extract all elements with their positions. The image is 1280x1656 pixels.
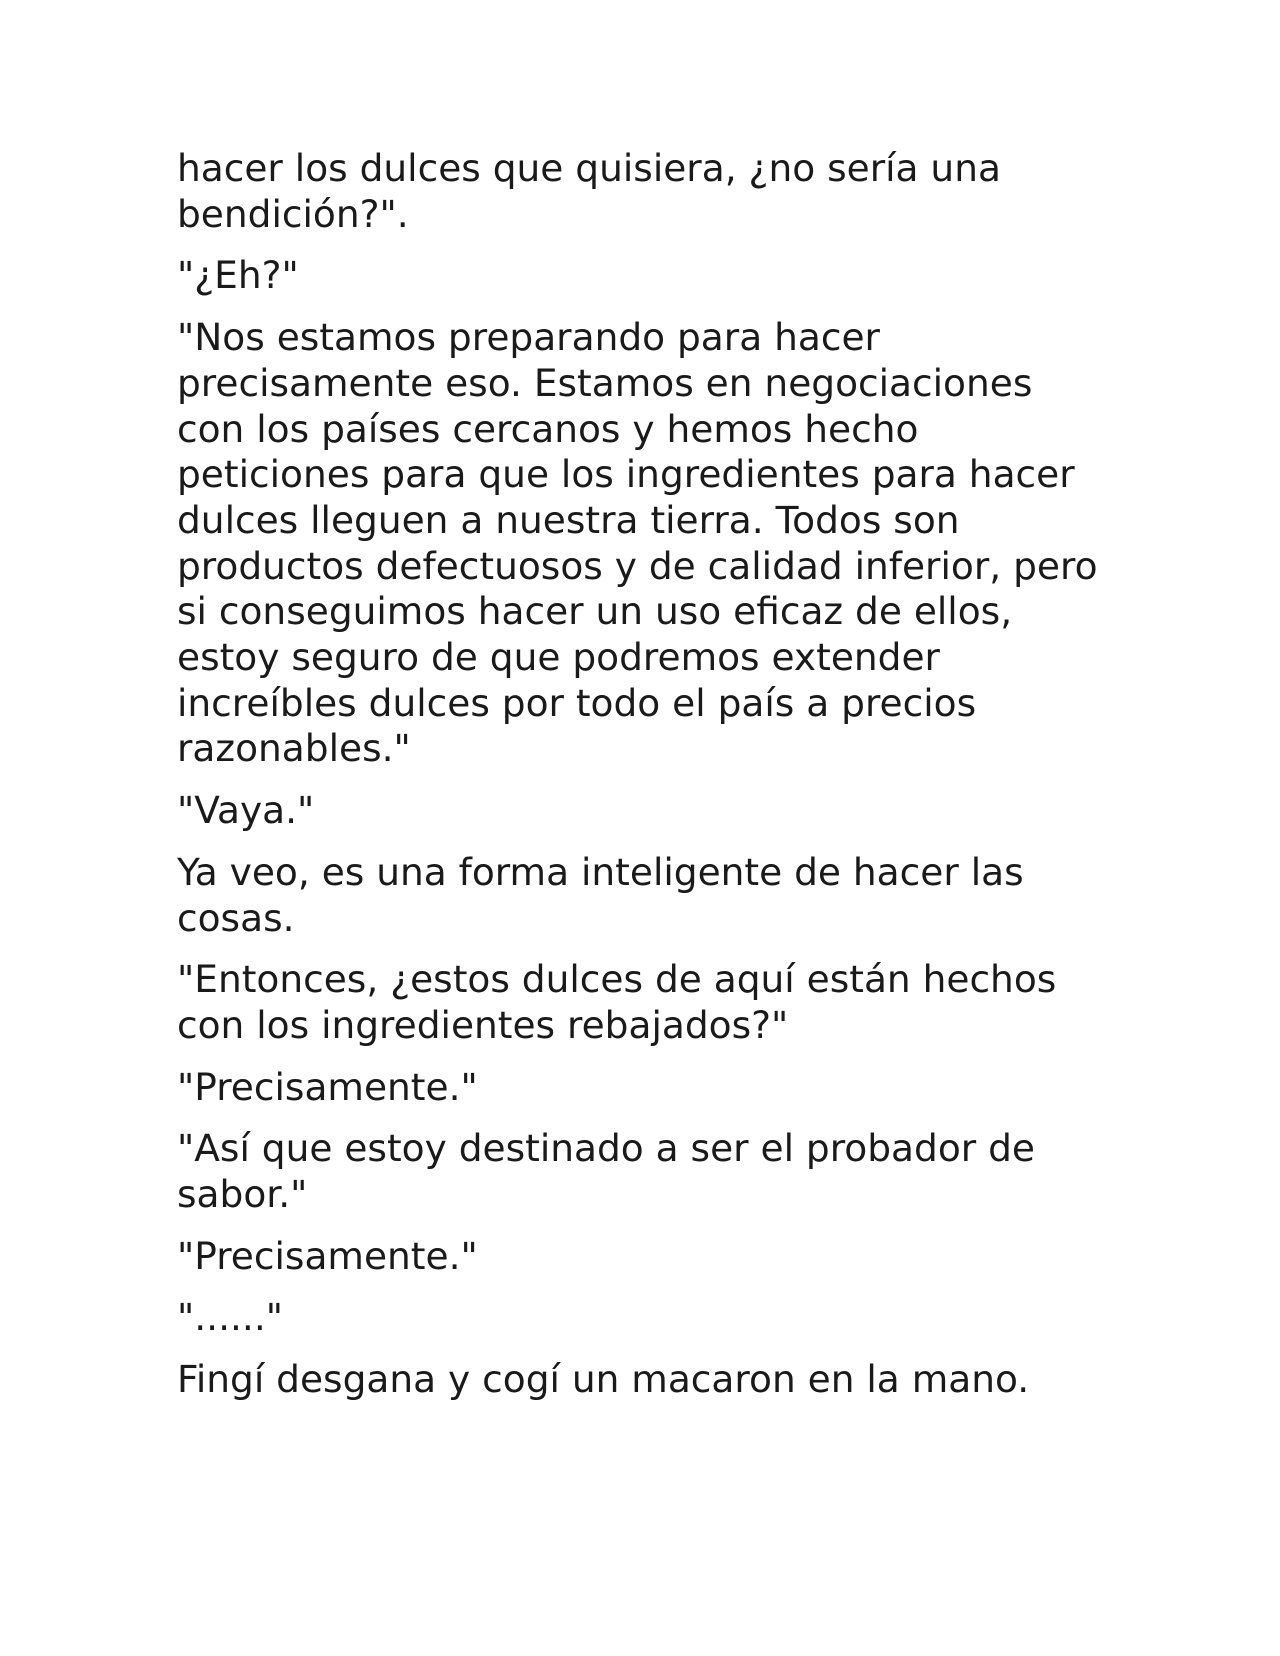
text-line: cosas.	[177, 895, 295, 940]
text-line: "......"	[177, 1295, 284, 1340]
text-line: con los países cercanos y hemos hecho	[177, 406, 919, 451]
paragraph	[177, 788, 1107, 834]
text-line: dulces lleguen a nuestra tierra. Todos son	[177, 497, 960, 542]
text-line: "Nos estamos preparando para hacer	[177, 315, 880, 360]
paragraph	[177, 253, 1107, 299]
paragraph	[177, 146, 1107, 237]
text-line: precisamente eso. Estamos en negociaciones	[177, 360, 1033, 405]
paragraph	[177, 315, 1107, 772]
text-line: si conseguimos hacer un uso eficaz de ellos,	[177, 589, 1013, 634]
paragraph	[177, 1295, 1107, 1341]
paragraph	[177, 957, 1107, 1048]
text-line: sabor."	[177, 1172, 308, 1217]
paragraph	[177, 1065, 1107, 1111]
paragraph	[177, 1357, 1107, 1403]
text-line: razonables."	[177, 726, 411, 771]
text-line: "Vaya."	[177, 788, 315, 833]
text-line: "Precisamente."	[177, 1064, 478, 1109]
paragraph	[177, 1126, 1107, 1217]
text-line: "Precisamente."	[177, 1233, 478, 1278]
text-line: bendición?".	[177, 191, 409, 236]
text-line: peticiones para que los ingredientes para hacer	[177, 452, 1075, 497]
text-line: estoy seguro de que podremos extender	[177, 635, 940, 680]
text-line: "Entonces, ¿estos dulces de aquí están hechos	[177, 957, 1057, 1002]
text-line: Ya veo, es una forma inteligente de hacer las	[177, 849, 1024, 894]
text-line: Fingí desgana y cogí un macaron en la mano.	[177, 1357, 1030, 1402]
paragraph	[177, 850, 1107, 941]
text-line: con los ingredientes rebajados?"	[177, 1002, 789, 1047]
document-page	[177, 146, 1107, 1419]
text-line: "Así que estoy destinado a ser el probador de	[177, 1126, 1035, 1171]
text-line: "¿Eh?"	[177, 253, 299, 298]
text-line: hacer los dulces que quisiera, ¿no sería una	[177, 146, 1001, 190]
text-line: productos defectuosos y de calidad inferior, pero	[177, 543, 1098, 588]
text-line: increíbles dulces por todo el país a precios	[177, 680, 977, 725]
paragraph	[177, 1234, 1107, 1280]
